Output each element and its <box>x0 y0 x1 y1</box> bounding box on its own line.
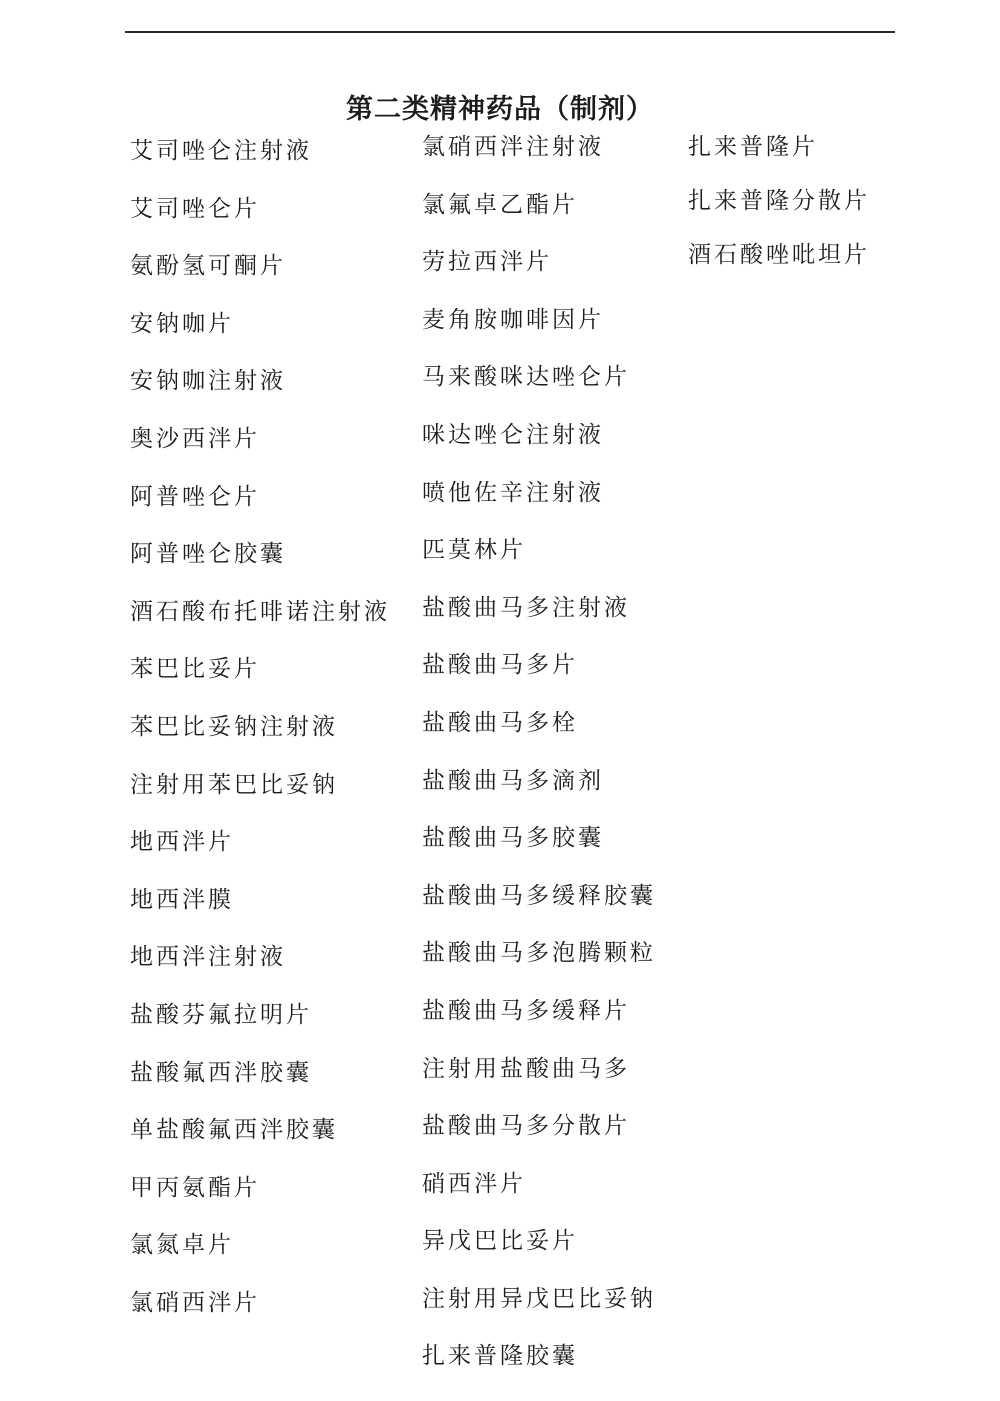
list-item: 盐酸氟西泮胶囊 <box>130 1059 312 1086</box>
list-item: 阿普唑仑胶囊 <box>130 541 286 568</box>
list-item: 氯氮卓片 <box>130 1232 234 1259</box>
list-item: 硝西泮片 <box>422 1170 526 1197</box>
list-item: 氯氟卓乙酯片 <box>422 191 578 218</box>
list-item: 异戊巴比妥片 <box>422 1228 578 1255</box>
list-item: 咪达唑仑注射液 <box>422 421 604 448</box>
list-item: 地西泮注射液 <box>130 944 286 971</box>
list-item: 盐酸曲马多缓释片 <box>422 997 630 1024</box>
list-item: 地西泮片 <box>130 829 234 856</box>
top-rule-divider <box>125 31 895 33</box>
list-item: 喷他佐辛注射液 <box>422 479 604 506</box>
list-item: 盐酸芬氟拉明片 <box>130 1001 312 1028</box>
list-item: 匹莫林片 <box>422 537 526 564</box>
list-item: 安钠咖注射液 <box>130 368 286 395</box>
page-title: 第二类精神药品（制剂） <box>346 94 654 126</box>
list-item: 盐酸曲马多注射液 <box>422 594 630 621</box>
list-item: 氨酚氢可酮片 <box>130 253 286 280</box>
list-item: 盐酸曲马多缓释胶囊 <box>422 882 656 909</box>
list-item: 扎来普隆片 <box>688 134 818 160</box>
drug-list-column-3 <box>688 129 870 291</box>
list-item: 劳拉西泮片 <box>422 249 552 276</box>
list-item: 单盐酸氟西泮胶囊 <box>130 1117 338 1144</box>
list-item: 注射用盐酸曲马多 <box>422 1055 630 1082</box>
list-item: 盐酸曲马多泡腾颗粒 <box>422 940 656 967</box>
list-item: 安钠咖片 <box>130 310 234 337</box>
list-item: 扎来普隆分散片 <box>688 188 870 214</box>
list-item: 盐酸曲马多片 <box>422 652 578 679</box>
list-item: 注射用苯巴比妥钠 <box>130 771 338 798</box>
list-item: 麦角胺咖啡因片 <box>422 306 604 333</box>
list-item: 盐酸曲马多栓 <box>422 709 578 736</box>
list-item: 苯巴比妥钠注射液 <box>130 713 338 740</box>
list-item: 盐酸曲马多分散片 <box>422 1113 630 1140</box>
list-item: 酒石酸唑吡坦片 <box>688 242 870 268</box>
list-item: 奥沙西泮片 <box>130 425 260 452</box>
drug-list-column-1 <box>130 133 390 1342</box>
list-item: 马来酸咪达唑仑片 <box>422 364 630 391</box>
drug-list-column-2 <box>422 129 656 1396</box>
list-item: 阿普唑仑片 <box>130 483 260 510</box>
list-item: 甲丙氨酯片 <box>130 1174 260 1201</box>
list-item: 艾司唑仑片 <box>130 195 260 222</box>
list-item: 苯巴比妥片 <box>130 656 260 683</box>
list-item: 氯硝西泮片 <box>130 1289 260 1316</box>
list-item: 盐酸曲马多胶囊 <box>422 825 604 852</box>
list-item: 注射用异戊巴比妥钠 <box>422 1285 656 1312</box>
list-item: 酒石酸布托啡诺注射液 <box>130 598 390 625</box>
list-item: 盐酸曲马多滴剂 <box>422 767 604 794</box>
list-item: 艾司唑仑注射液 <box>130 138 312 164</box>
list-item: 氯硝西泮注射液 <box>422 134 604 160</box>
list-item: 地西泮膜 <box>130 886 234 913</box>
list-item: 扎来普隆胶囊 <box>422 1343 578 1370</box>
